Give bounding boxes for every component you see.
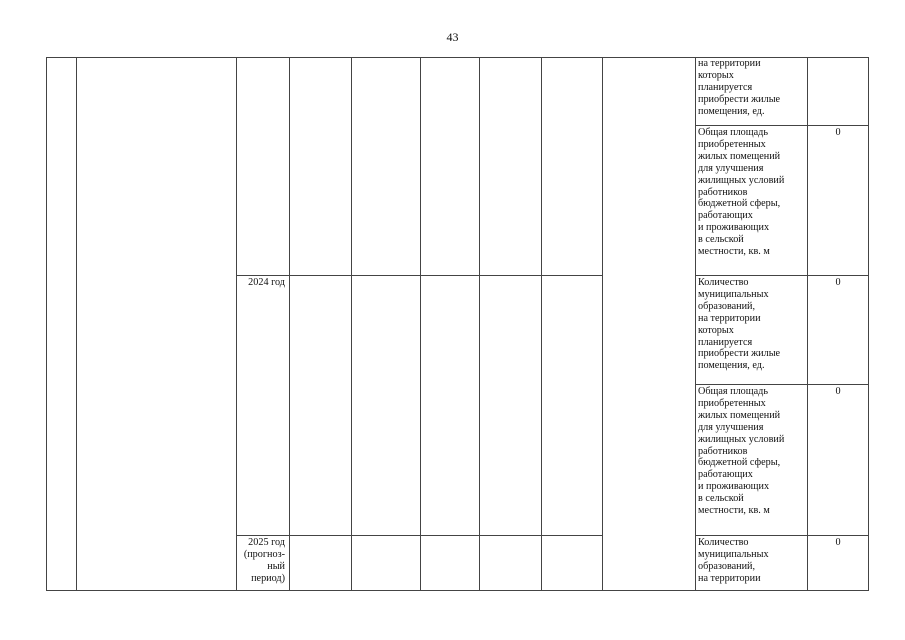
indicator-text: на территории которых планируется приобрести жилые помещения, ед. [698,58,781,117]
indicator-value: 0 [835,537,841,548]
indicator-text: Общая площадь приобретенных жилых помещений для улучшения жилищных условий работников бюджетной сферы, работающих и проживающих в сельской местности, кв. м [698,127,785,258]
table-bottom-border [46,590,869,591]
indicator-divider [695,275,869,276]
page-number: 43 [446,30,459,44]
indicator-value: 0 [835,127,841,138]
column-border [479,57,480,591]
column-border [695,57,696,591]
column-border [236,57,237,591]
indicator-divider [695,384,869,385]
indicator-text: Количество муниципальных образований, на территории [698,537,769,584]
year-label: 2025 год (прогноз- ный период) [243,537,285,584]
column-border [76,57,77,591]
column-border [46,57,47,591]
row-divider-2024 [236,275,602,276]
column-border [602,57,603,591]
indicator-divider [695,125,869,126]
column-border [351,57,352,591]
row-divider-2025 [236,535,602,536]
year-label: 2024 год [248,277,285,288]
indicator-divider [695,535,869,536]
column-border [541,57,542,591]
column-border [868,57,869,591]
column-border [289,57,290,591]
indicator-value: 0 [835,386,841,397]
indicator-text: Общая площадь приобретенных жилых помещений для улучшения жилищных условий работников бюджетной сферы, работающих и проживающих в сельской местности, кв. м [698,386,785,517]
indicator-text: Количество муниципальных образований, на территории которых планируется приобрести жилые помещения, ед. [698,277,781,372]
column-border [420,57,421,591]
indicator-value: 0 [835,277,841,288]
